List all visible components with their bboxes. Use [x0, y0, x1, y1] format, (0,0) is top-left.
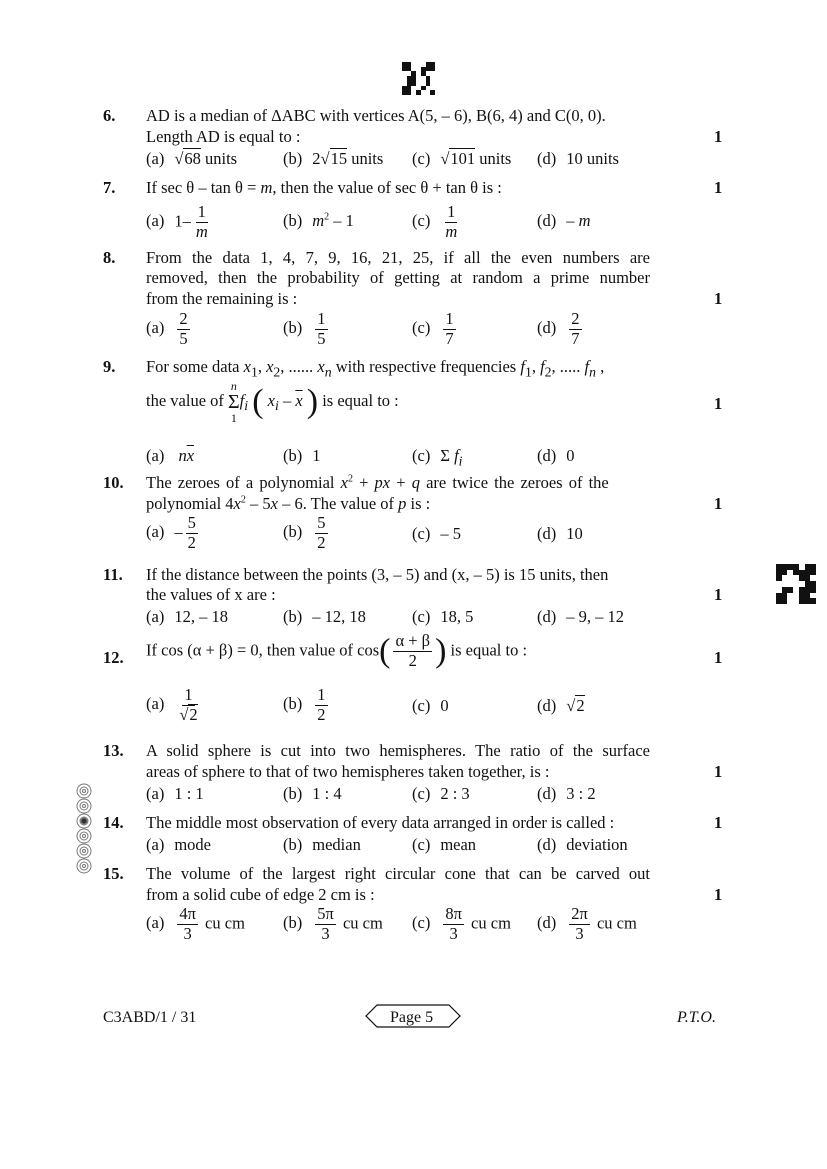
option-unit: cu cm	[596, 913, 637, 933]
option-value: 0	[566, 446, 575, 465]
option-c	[412, 905, 511, 944]
option-b	[283, 446, 321, 466]
option-a	[146, 607, 228, 627]
variable: f	[239, 390, 245, 410]
marks: 1	[714, 178, 723, 197]
option-label: (c)	[412, 607, 431, 626]
numerator: 1	[197, 202, 206, 221]
numerator: 2	[179, 309, 188, 328]
denominator: 2	[317, 532, 326, 552]
numerator: 1	[445, 309, 454, 328]
subscript: i	[458, 453, 463, 469]
mean-variable: $\overline{x}$	[295, 390, 303, 410]
operator: –	[282, 390, 292, 410]
text-part: the value of	[146, 390, 224, 410]
marks: 1	[714, 885, 723, 904]
option-value: – 12, 18	[312, 607, 366, 626]
option-label: (b)	[283, 446, 303, 465]
option-d	[537, 835, 628, 855]
option-d	[537, 905, 637, 944]
question-text: If cos (α + β) = 0, then value of cos( $\frac{\alpha + \beta}{2}$ ) is equal to :	[146, 631, 528, 670]
option-unit: cu cm	[342, 913, 383, 933]
prefix: –	[566, 211, 579, 230]
numerator: 1	[184, 685, 193, 704]
exponent: 2	[347, 473, 353, 485]
option-label: (a)	[146, 149, 165, 168]
question-text: If the distance between the points (3, – 5) and (x, – 5) is 15 units, then	[146, 565, 609, 584]
option-label: (c)	[412, 696, 431, 715]
option-d	[537, 784, 596, 804]
option-label: (c)	[412, 835, 431, 854]
fraction	[315, 686, 327, 725]
denominator: m	[195, 221, 208, 241]
question-text	[146, 494, 430, 514]
option-b	[283, 905, 383, 944]
subscript: 1	[250, 364, 258, 380]
option-value: 18, 5	[440, 607, 474, 626]
summation	[228, 380, 240, 424]
variable: x	[317, 357, 325, 376]
text-part: – 1	[329, 211, 354, 230]
option-unit: cu cm	[471, 913, 511, 933]
marks: 1	[714, 762, 723, 781]
option-b	[283, 514, 331, 553]
option-label: (b)	[283, 211, 303, 230]
question-number: 9.	[103, 357, 116, 376]
option-a	[146, 835, 211, 855]
fraction	[569, 310, 581, 349]
numerator: 5	[187, 513, 196, 532]
question-text: AD is a median of ΔABC with vertices A(5, – 6), B(6, 4) and C(0, 0).	[146, 106, 606, 125]
denominator: 2	[187, 532, 196, 552]
option-d: (d) √2	[537, 696, 585, 715]
question-number: 14.	[103, 813, 124, 832]
text-part: +	[390, 473, 412, 492]
option-value: 2 : 3	[440, 784, 470, 803]
option-label: (c)	[412, 149, 431, 168]
option-b	[283, 686, 331, 725]
text-part: , ......	[280, 357, 318, 376]
option-value: median	[312, 835, 361, 854]
option-c	[412, 446, 462, 469]
option-label: (b)	[283, 318, 303, 338]
subscript: n	[324, 364, 332, 380]
question-text: areas of sphere to that of two hemispheres taken together, is :	[146, 762, 550, 781]
text-part: – 6. The value of	[277, 494, 399, 513]
variable: q	[411, 473, 420, 492]
variable: f	[454, 446, 459, 465]
variable: f	[540, 357, 545, 376]
subscript: 1	[524, 364, 532, 380]
option-a	[146, 784, 204, 804]
variable: px	[374, 473, 391, 492]
prefix: –	[174, 522, 183, 542]
text-part: , then the value of sec θ + tan θ is :	[272, 178, 502, 197]
numerator: 1	[317, 309, 326, 328]
qr-module	[810, 598, 816, 604]
option-label: (d)	[537, 318, 557, 338]
option-label: (a)	[146, 607, 165, 626]
option-a	[146, 686, 203, 725]
radicand: 101	[450, 149, 476, 168]
question-number: 6.	[103, 106, 116, 125]
numerator: 1	[317, 685, 326, 704]
option-label: (d)	[537, 784, 557, 803]
option-value: 10 units	[566, 149, 619, 168]
denominator: 2	[317, 704, 326, 724]
option-a	[146, 203, 213, 242]
subscript: 2	[273, 364, 281, 380]
denominator: √2	[179, 704, 198, 724]
question-text: The volume of the largest right circular cone that can be carved out	[146, 864, 650, 883]
variable: x	[243, 357, 251, 376]
option-d	[537, 149, 619, 169]
marks: 1	[714, 648, 723, 667]
numerator: 1	[447, 202, 456, 221]
subscript: i	[244, 398, 249, 414]
option-b	[283, 211, 354, 231]
question-text: The middle most observation of every data arranged in order is called :	[146, 813, 615, 832]
upper-limit: n	[230, 379, 237, 393]
option-value: – 9, – 12	[566, 607, 624, 626]
question-number: 15.	[103, 864, 124, 883]
option-b	[283, 835, 361, 855]
text-part: are twice the zeroes of the	[419, 473, 609, 492]
variable: p	[398, 494, 407, 513]
numerator: 2π	[571, 904, 588, 923]
subscript: i	[274, 398, 279, 414]
question-text	[146, 473, 609, 493]
denominator: 7	[571, 328, 580, 348]
fraction	[315, 514, 327, 553]
option-b	[283, 784, 342, 804]
option-label: (a)	[146, 211, 165, 231]
fraction	[177, 905, 198, 944]
page-number: Page 5	[390, 1009, 434, 1026]
exponent: 2	[324, 211, 330, 223]
option-label: (d)	[537, 149, 557, 168]
text-part: is equal to :	[450, 640, 528, 660]
numerator: 2	[571, 309, 580, 328]
question-number: 7.	[103, 178, 116, 197]
option-label: (c)	[412, 211, 431, 231]
option-label: (a)	[146, 318, 165, 338]
option-d	[537, 446, 575, 466]
option-label: (b)	[283, 835, 303, 854]
option-value: 1	[312, 446, 321, 465]
denominator: 3	[575, 923, 584, 943]
text-part: +	[352, 473, 375, 492]
numerator: α + β	[395, 631, 431, 650]
option-label: (c)	[412, 318, 431, 338]
option-label: (d)	[537, 446, 557, 465]
marks: 1	[714, 127, 723, 146]
radicand: 15	[330, 149, 348, 168]
option-a	[146, 446, 194, 466]
variable: m	[312, 211, 325, 230]
option-label: (c)	[412, 784, 431, 803]
option-c	[412, 310, 459, 349]
fraction	[443, 203, 459, 242]
option-label: (b)	[283, 784, 303, 803]
radicand: 2	[189, 704, 198, 724]
sigma-symbol: Σ	[440, 446, 450, 465]
option-label: (c)	[412, 446, 431, 465]
side-qr-code	[776, 564, 816, 604]
text-part: If cos (α + β) = 0, then value of cos	[146, 640, 380, 660]
option-label: (a)	[146, 446, 165, 465]
variable: x	[340, 473, 348, 492]
text-part: is equal to :	[322, 390, 399, 410]
option-label: (b)	[283, 694, 303, 714]
numerator: 5	[317, 513, 326, 532]
coefficient: 2	[312, 149, 321, 168]
option-label: (d)	[537, 913, 557, 933]
option-label: (b)	[283, 913, 303, 933]
text-part: The zeroes of a polynomial	[146, 473, 341, 492]
option-label: (d)	[537, 211, 557, 230]
option-c: (c) √101 units	[412, 149, 512, 168]
paper-code: C3ABD/1 / 31	[103, 1009, 197, 1026]
fraction	[569, 905, 590, 944]
denominator: 7	[445, 328, 454, 348]
fraction	[194, 203, 210, 242]
option-label: (b)	[283, 607, 303, 626]
fraction	[315, 310, 327, 349]
option-label: (a)	[146, 694, 165, 714]
option-label: (c)	[412, 913, 431, 933]
subscript: n	[589, 364, 597, 380]
option-label: (b)	[283, 149, 303, 168]
question-number: 10.	[103, 473, 124, 492]
marks: 1	[714, 289, 723, 308]
pto-label: P.T.O.	[677, 1009, 716, 1026]
text-part: If sec θ – tan θ =	[146, 178, 261, 197]
question-text: from the remaining is :	[146, 289, 298, 308]
denominator: 3	[449, 923, 458, 943]
denominator: 3	[321, 923, 330, 943]
option-d	[537, 607, 624, 627]
question-text	[146, 178, 502, 198]
lower-limit: 1	[230, 411, 237, 425]
question-text: From the data 1, 4, 7, 9, 16, 21, 25, if all the even numbers are	[146, 248, 650, 267]
question-number: 13.	[103, 741, 124, 760]
option-a: (a) √68 units	[146, 149, 238, 168]
option-unit: cu cm	[205, 913, 245, 933]
variable: f	[520, 357, 525, 376]
option-b: (b) 2√15 units	[283, 149, 384, 168]
prefix: 1–	[174, 211, 191, 231]
radicand: 68	[184, 149, 201, 168]
mean-variable: $\overline{x}$	[186, 446, 195, 465]
option-label: (a)	[146, 522, 165, 542]
variable: m	[578, 211, 591, 230]
numerator: 4π	[179, 904, 196, 923]
fraction	[443, 905, 464, 944]
option-value: 3 : 2	[566, 784, 596, 803]
marks: 1	[714, 813, 723, 832]
option-label: (d)	[537, 835, 557, 854]
fraction	[393, 632, 432, 671]
sigma-symbol: Σ	[228, 391, 240, 413]
variable: n	[178, 446, 187, 465]
option-label: (d)	[537, 696, 557, 715]
option-c	[412, 524, 461, 544]
text-part: with respective frequencies	[331, 357, 521, 376]
option-value: 1 : 4	[312, 784, 342, 803]
option-label: (c)	[412, 524, 431, 543]
question-text: the value of n Σ 1 $f_i$ ( $x_i - \overline{x}$ ) is equal to :	[146, 379, 399, 425]
marks: 1	[714, 394, 723, 413]
denominator: m	[445, 221, 458, 241]
option-c	[412, 203, 462, 242]
option-b	[283, 607, 366, 627]
option-label: (a)	[146, 835, 165, 854]
option-value: – 5	[440, 524, 461, 543]
variable: m	[260, 178, 273, 197]
denominator: 3	[183, 923, 192, 943]
option-unit: units	[351, 149, 384, 168]
variable: x	[270, 494, 278, 513]
option-b	[283, 310, 331, 349]
variable: x	[233, 494, 241, 513]
option-label: (d)	[537, 524, 557, 543]
option-a	[146, 310, 193, 349]
option-c	[412, 607, 473, 627]
option-label: (d)	[537, 607, 557, 626]
option-label: (a)	[146, 784, 165, 803]
header-qr-code	[402, 62, 435, 95]
numerator: 5π	[317, 904, 334, 923]
denominator: 5	[179, 328, 188, 348]
text-part: polynomial 4	[146, 494, 234, 513]
option-d	[537, 310, 585, 349]
question-text: the values of x are :	[146, 585, 276, 604]
variable: f	[584, 357, 590, 376]
fraction	[186, 514, 198, 553]
variable: x	[267, 390, 275, 410]
option-label: (b)	[283, 522, 303, 542]
marks: 1	[714, 585, 723, 604]
option-value: 1 : 1	[174, 784, 204, 803]
marks: 1	[714, 494, 723, 513]
denominator: 2	[408, 650, 417, 670]
option-value: deviation	[566, 835, 628, 854]
text-part: ,	[596, 357, 605, 376]
binding-holes-decoration	[75, 782, 93, 874]
question-number: 12.	[103, 648, 124, 667]
question-text: from a solid cube of edge 2 cm is :	[146, 885, 375, 904]
denominator: 5	[317, 328, 326, 348]
variable: x	[266, 357, 274, 376]
text-part: , .....	[551, 357, 585, 376]
fraction	[315, 905, 336, 944]
qr-module	[430, 90, 435, 95]
text-part: is :	[406, 494, 431, 513]
option-d	[537, 211, 591, 231]
question-text: removed, then the probability of getting at random a prime number	[146, 268, 650, 287]
option-value: 10	[566, 524, 583, 543]
option-unit: units	[205, 149, 238, 168]
exponent: 2	[240, 494, 246, 506]
option-value: 0	[440, 696, 449, 715]
fraction	[177, 310, 189, 349]
option-c	[412, 835, 476, 855]
option-value: 12, – 18	[174, 607, 228, 626]
text-part: For some data	[146, 357, 244, 376]
fraction	[177, 686, 199, 725]
numerator: 8π	[445, 904, 462, 923]
radicand: 2	[576, 696, 585, 715]
fraction	[443, 310, 455, 349]
subscript: 2	[544, 364, 552, 380]
option-a	[146, 905, 245, 944]
option-c	[412, 696, 449, 716]
option-value: mean	[440, 835, 477, 854]
option-d	[537, 524, 583, 544]
question-text: For some data $x_1$, $x_2$, ...... $x_n$ with respective frequencies $f_1$, $f_2$, ..... $f_n$ ,	[146, 357, 605, 380]
question-number: 11.	[103, 565, 123, 584]
question-text: Length AD is equal to :	[146, 127, 301, 146]
option-a	[146, 514, 201, 553]
option-label: (a)	[146, 913, 165, 933]
question-number: 8.	[103, 248, 116, 267]
option-value: mode	[174, 835, 211, 854]
text-part: – 5	[245, 494, 271, 513]
question-text: A solid sphere is cut into two hemispheres. The ratio of the surface	[146, 741, 650, 760]
option-c	[412, 784, 470, 804]
option-unit: units	[479, 149, 512, 168]
